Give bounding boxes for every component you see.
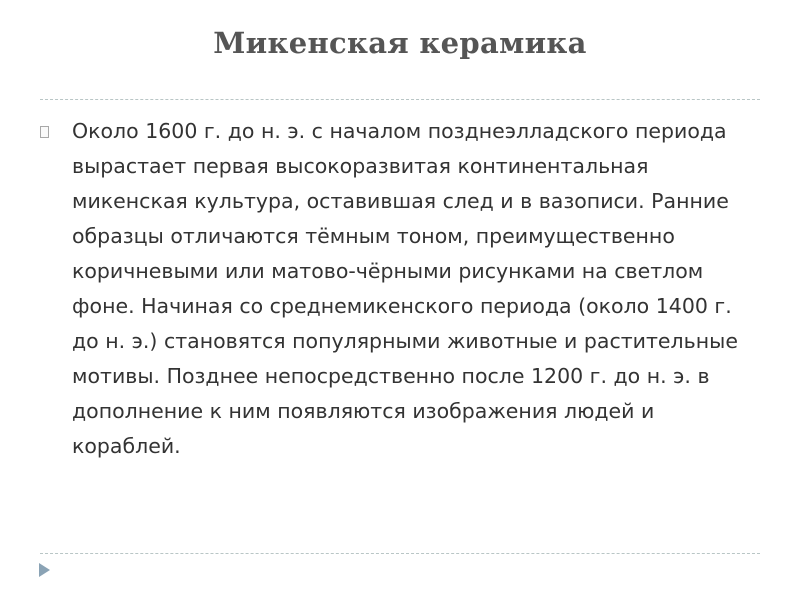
top-divider	[40, 99, 760, 100]
bullet-text: Около 1600 г. до н. э. с началом позднеэлладского периода вырастает первая высокоразвитая континентальная микенская культура, оставившая след и в вазописи. Ранние образцы отличаются тёмным тоном, преимущественно коричневыми или матово-чёрными рисунками на светлом фоне. Начиная со среднемикенского периода (около 1400 г. до н. э.) становятся популярными животные и растительные мотивы. Позднее непосредственно после 1200 г. до н. э. в дополнение к ним появляются изображения людей и кораблей.	[72, 119, 738, 458]
square-bullet-icon	[40, 126, 49, 138]
slide-title: Микенская керамика	[213, 26, 587, 60]
play-triangle-icon[interactable]	[39, 563, 50, 577]
bullet-item	[40, 114, 760, 464]
bottom-divider	[40, 553, 760, 554]
